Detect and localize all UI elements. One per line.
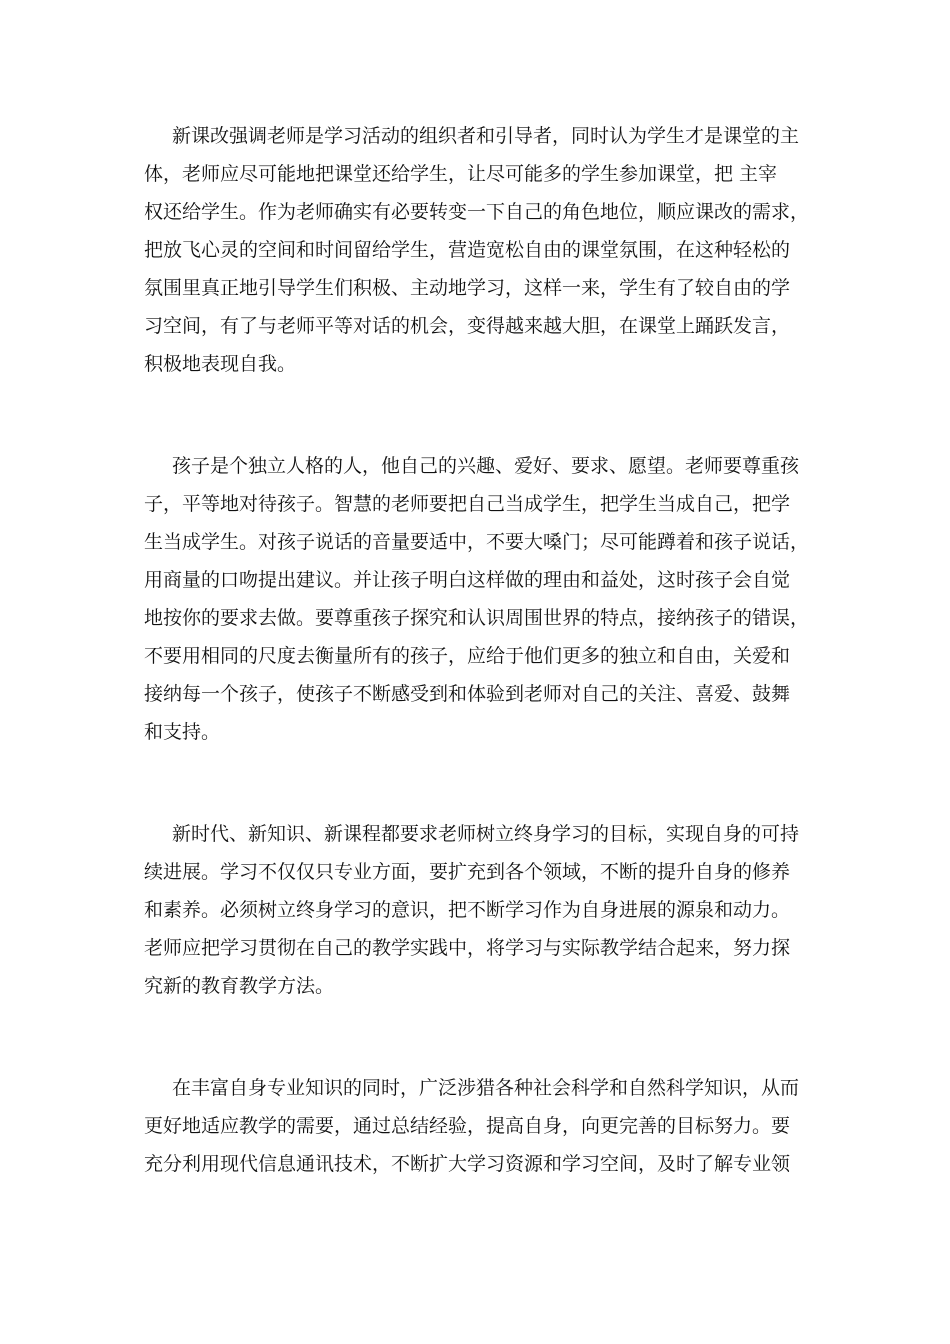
paragraph-line: 不要用相同的尺度去衡量所有的孩子，应给于他们更多的独立和自由，关爱和 [144, 645, 791, 667]
paragraph-line: 老师应把学习贯彻在自己的教学实践中，将学习与实际教学结合起来，努力探 [144, 937, 791, 959]
paragraph-line: 充分利用现代信息通讯技术，不断扩大学习资源和学习空间，及时了解专业领 [144, 1153, 791, 1175]
paragraph-line: 权还给学生。作为老师确实有必要转变一下自己的角色地位，顺应课改的需求， [144, 201, 810, 223]
paragraph-line: 把放飞心灵的空间和时间留给学生，营造宽松自由的课堂氛围，在这种轻松的 [144, 239, 791, 261]
paragraph-line: 用商量的口吻提出建议。并让孩子明白这样做的理由和益处，这时孩子会自觉 [144, 569, 791, 591]
paragraph-line: 积极地表现自我。 [144, 353, 297, 375]
paragraph-line: 生当成学生。对孩子说话的音量要适中，不要大嗓门；尽可能蹲着和孩子说话， [144, 531, 810, 553]
paragraph-line: 子，平等地对待孩子。智慧的老师要把自己当成学生，把学生当成自己，把学 [144, 493, 791, 515]
paragraph-line: 究新的教育教学方法。 [144, 975, 335, 997]
paragraph-line: 更好地适应教学的需要，通过总结经验，提高自身，向更完善的目标努力。要 [144, 1115, 791, 1137]
paragraph-line: 体，老师应尽可能地把课堂还给学生，让尽可能多的学生参加课堂，把 主宰 [144, 163, 778, 185]
paragraph-line: 接纳每一个孩子，使孩子不断感受到和体验到老师对自己的关注、喜爱、鼓舞 [144, 683, 791, 705]
paragraph-line: 和素养。必须树立终身学习的意识，把不断学习作为自身进展的源泉和动力。 [144, 899, 791, 921]
paragraph-line: 续进展。学习不仅仅只专业方面，要扩充到各个领域，不断的提升自身的修养 [144, 861, 791, 883]
paragraph-line: 和支持。 [144, 721, 221, 743]
paragraph-line: 孩子是个独立人格的人，他自己的兴趣、爱好、要求、愿望。老师要尊重孩 [172, 455, 800, 477]
paragraph-line: 在丰富自身专业知识的同时，广泛涉猎各种社会科学和自然科学知识，从而 [172, 1077, 800, 1099]
paragraph-line: 新时代、新知识、新课程都要求老师树立终身学习的目标，实现自身的可持 [172, 823, 800, 845]
paragraph-line: 习空间，有了与老师平等对话的机会，变得越来越大胆，在课堂上踊跃发言， [144, 315, 791, 337]
paragraph-line: 氛围里真正地引导学生们积极、主动地学习，这样一来，学生有了较自由的学 [144, 277, 791, 299]
paragraph-line: 地按你的要求去做。要尊重孩子探究和认识周围世界的特点，接纳孩子的错误， [144, 607, 810, 629]
paragraph-line: 新课改强调老师是学习活动的组织者和引导者，同时认为学生才是课堂的主 [172, 125, 800, 147]
